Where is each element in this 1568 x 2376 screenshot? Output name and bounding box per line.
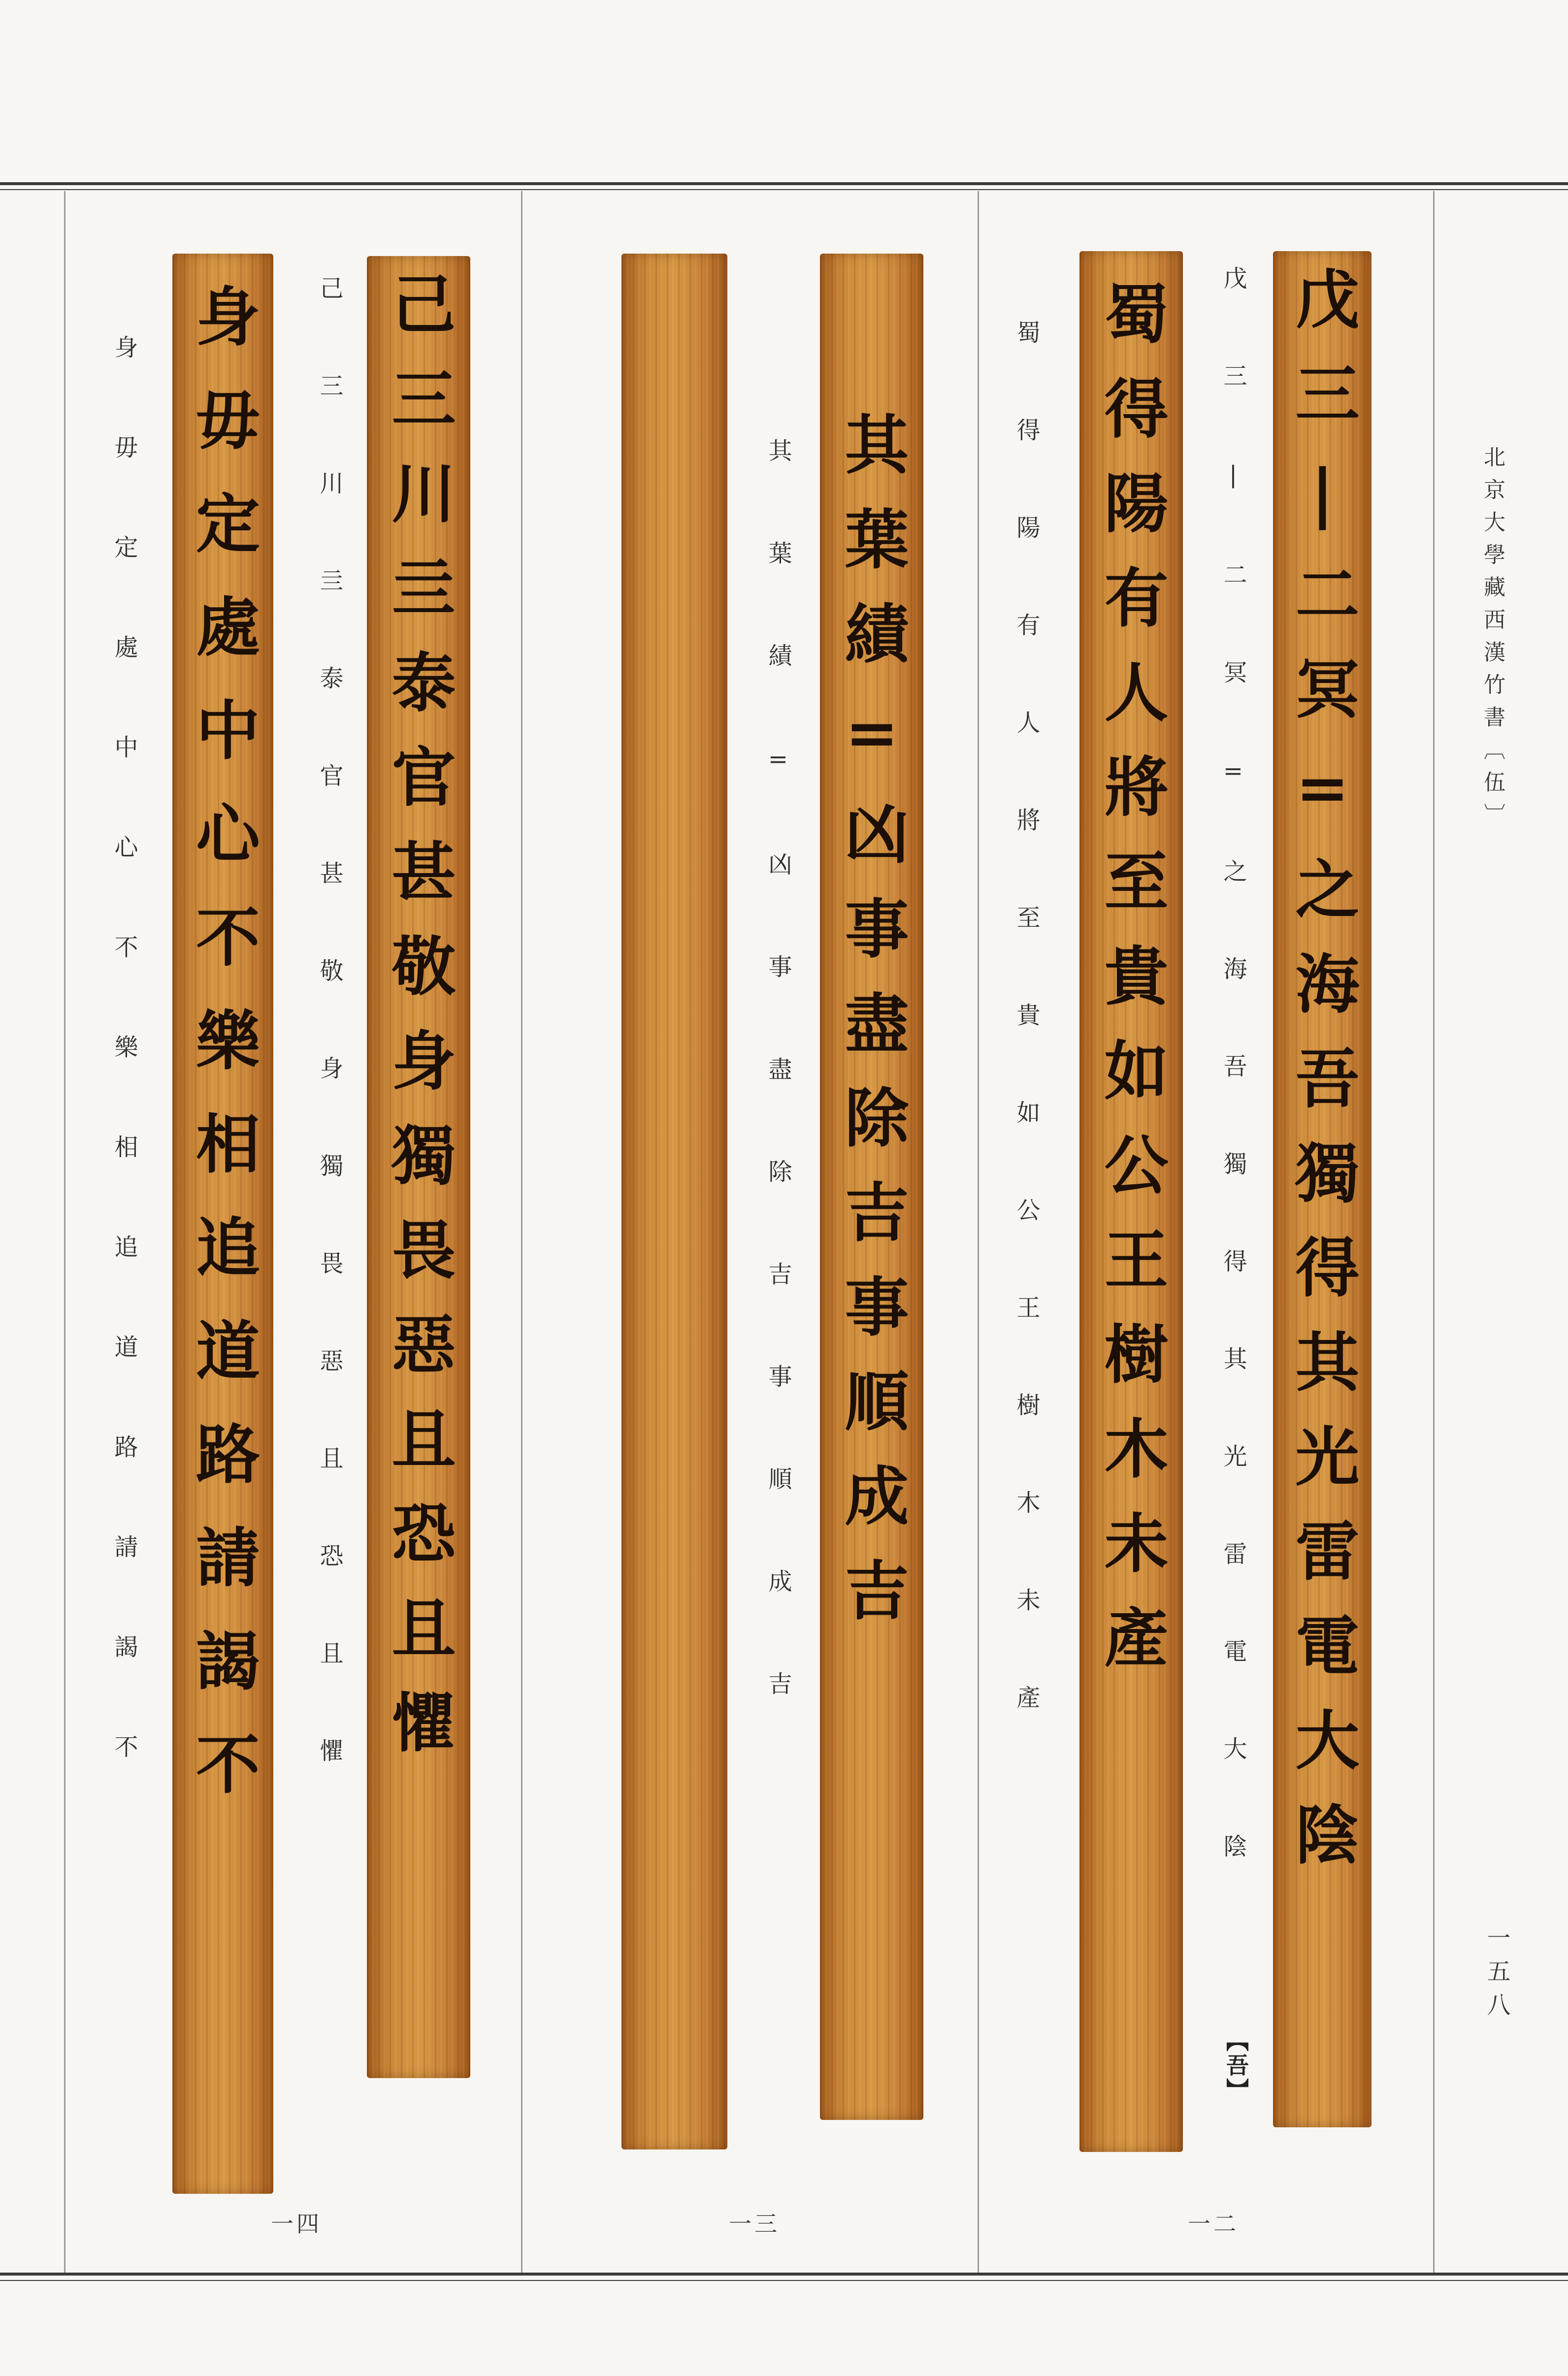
top-rule-thick bbox=[0, 182, 1568, 185]
slip-ink-text: 己三川亖泰官甚敬身獨畏惡且恐且懼 bbox=[381, 271, 457, 1784]
page-number: 一五八 bbox=[1483, 1925, 1510, 2026]
slip-number-label: 一三 bbox=[729, 2211, 780, 2237]
slip-ink-text bbox=[621, 283, 727, 2120]
bamboo-slip-12-b bbox=[1079, 251, 1183, 2152]
slip-number-label: 一二 bbox=[1188, 2211, 1239, 2237]
bamboo-slip-13-a bbox=[820, 254, 923, 2120]
bamboo-slip-12-a bbox=[1273, 251, 1372, 2127]
bamboo-slip-14-a bbox=[367, 256, 470, 2078]
top-rule-thin bbox=[0, 189, 1568, 190]
slip-number-label: 一四 bbox=[271, 2211, 322, 2237]
transcription-line: 其葉績=凶事盡除吉事順成吉 bbox=[764, 438, 792, 1774]
column-divider-2 bbox=[978, 191, 979, 2273]
reading-marker: 【吾】 bbox=[1223, 2029, 1249, 2103]
transcription-line: 己三川亖泰官甚敬身獨畏惡且恐且懼 bbox=[316, 276, 343, 1836]
bamboo-slip-14-b bbox=[172, 254, 273, 2194]
book-title: 北京大學藏西漢竹書〔伍〕 bbox=[1480, 446, 1505, 836]
bamboo-slip-13-b bbox=[621, 254, 727, 2149]
bottom-rule-thick bbox=[0, 2273, 1568, 2276]
column-divider-1 bbox=[521, 191, 523, 2273]
transcription-line: 身毋定處中心不樂相追道路請謁不 bbox=[110, 335, 138, 1834]
slip-ink-text: 身毋定處中心不樂相追道路請謁不 bbox=[185, 283, 261, 1834]
slip-ink-text: 戊三|二冥=之海吾獨得其光雷電大陰 bbox=[1285, 266, 1360, 1896]
slip-ink-text: 蜀得陽有人將至貴如公王樹木未產 bbox=[1094, 281, 1169, 1699]
column-divider-right bbox=[1433, 191, 1435, 2273]
slip-ink-text: 其葉績=凶事盡除吉事順成吉 bbox=[834, 411, 910, 1652]
bottom-rule-thin bbox=[0, 2280, 1568, 2281]
column-divider-left bbox=[64, 191, 65, 2273]
transcription-line: 蜀得陽有人將至貴如公王樹木未產 bbox=[1013, 320, 1040, 1783]
transcription-line: 戊三|二冥=之海吾獨得其光雷電大陰 bbox=[1219, 266, 1247, 1931]
